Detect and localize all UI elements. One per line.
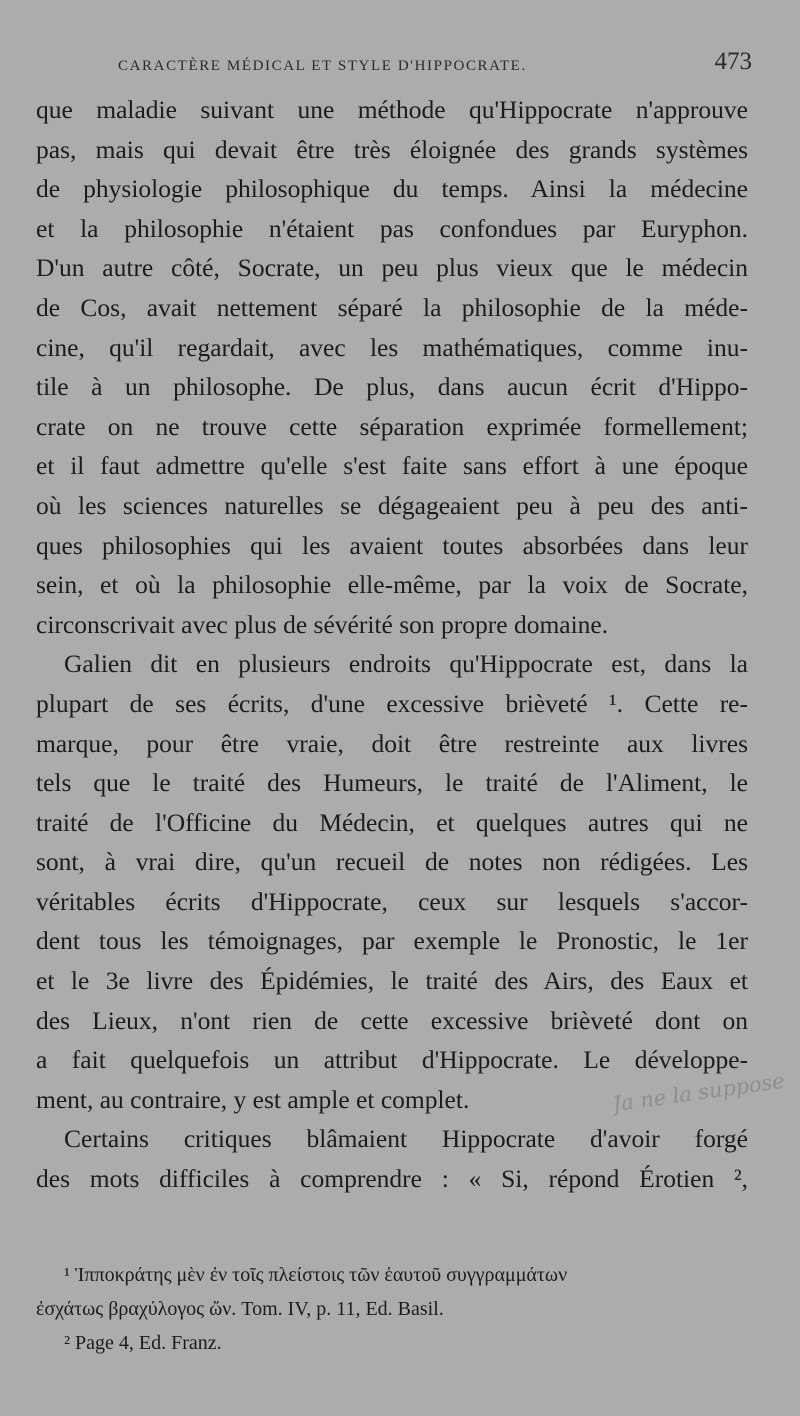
text-line: traité de l'Officine du Médecin, et quelques autres qui ne	[36, 807, 748, 837]
text-line: ment, au contraire, y est ample et complet.	[36, 1084, 470, 1114]
text-line: sont, à vrai dire, qu'un recueil de notes non rédigées. Les	[36, 847, 748, 877]
text-line: circonscrivait avec plus de sévérité son propre domaine.	[36, 609, 609, 639]
body-text	[36, 90, 748, 1199]
footnote-1: ¹ Ἱπποκράτης μὲν ἐν τοῖς πλείστοις τῶν ἑαυτοῦ συγγραμμάτων	[64, 1264, 568, 1286]
text-line: Galien dit en plusieurs endroits qu'Hippocrate est, dans la	[64, 649, 748, 679]
text-line: crate on ne trouve cette séparation exprimée formellement;	[36, 411, 748, 441]
text-line: véritables écrits d'Hippocrate, ceux sur lesquels s'accor-	[36, 886, 748, 916]
text-line: dent tous les témoignages, par exemple le Pronostic, le 1er	[36, 926, 748, 956]
text-line: tile à un philosophe. De plus, dans aucun écrit d'Hippo-	[36, 372, 748, 402]
page-number: 473	[714, 48, 752, 75]
running-header	[36, 48, 752, 88]
text-line: que maladie suivant une méthode qu'Hippocrate n'approuve	[36, 95, 748, 124]
text-line: des Lieux, n'ont rien de cette excessive brièveté dont on	[36, 1005, 748, 1035]
text-line: tels que le traité des Humeurs, le traité de l'Aliment, le	[36, 768, 748, 798]
text-line: a fait quelquefois un attribut d'Hippocrate. Le développe-	[36, 1045, 748, 1075]
text-line: des mots difficiles à comprendre : « Si, répond Érotien ²,	[36, 1164, 748, 1194]
text-line: D'un autre côté, Socrate, un peu plus vieux que le médecin	[36, 253, 748, 283]
footnotes	[36, 1258, 748, 1360]
text-line: où les sciences naturelles se dégageaient peu à peu des anti-	[36, 490, 748, 520]
text-line: plupart de ses écrits, d'une excessive brièveté ¹. Cette re-	[36, 688, 748, 718]
text-line: pas, mais qui devait être très éloignée des grands systèmes	[36, 134, 748, 164]
footnote-2: ² Page 4, Ed. Franz.	[64, 1332, 222, 1354]
text-line: Certains critiques blâmaient Hippocrate d'avoir forgé	[64, 1124, 748, 1154]
text-line: et le 3e livre des Épidémies, le traité des Airs, des Eaux et	[36, 966, 748, 996]
text-line: de physiologie philosophique du temps. Ainsi la médecine	[36, 174, 748, 204]
text-line: de Cos, avait nettement séparé la philosophie de la méde-	[36, 292, 748, 322]
text-line: cine, qu'il regardait, avec les mathématiques, comme inu-	[36, 332, 748, 362]
text-line: et il faut admettre qu'elle s'est faite sans effort à une époque	[36, 451, 748, 481]
text-line: ques philosophies qui les avaient toutes absorbées dans leur	[36, 530, 748, 560]
text-line: et la philosophie n'étaient pas confondues par Euryphon.	[36, 213, 748, 243]
text-line: sein, et où la philosophie elle-même, par la voix de Socrate,	[36, 570, 748, 600]
handwritten-margin-note: Ja ne la suppose	[611, 1068, 787, 1117]
footnote-1-continued: ἐσχάτως βραχύλογος ὤν. Tom. IV, p. 11, Ed. Basil.	[36, 1298, 444, 1320]
running-title: CARACTÈRE MÉDICAL ET STYLE D'HIPPOCRATE.	[118, 58, 527, 74]
text-line: marque, pour être vraie, doit être restreinte aux livres	[36, 728, 748, 758]
